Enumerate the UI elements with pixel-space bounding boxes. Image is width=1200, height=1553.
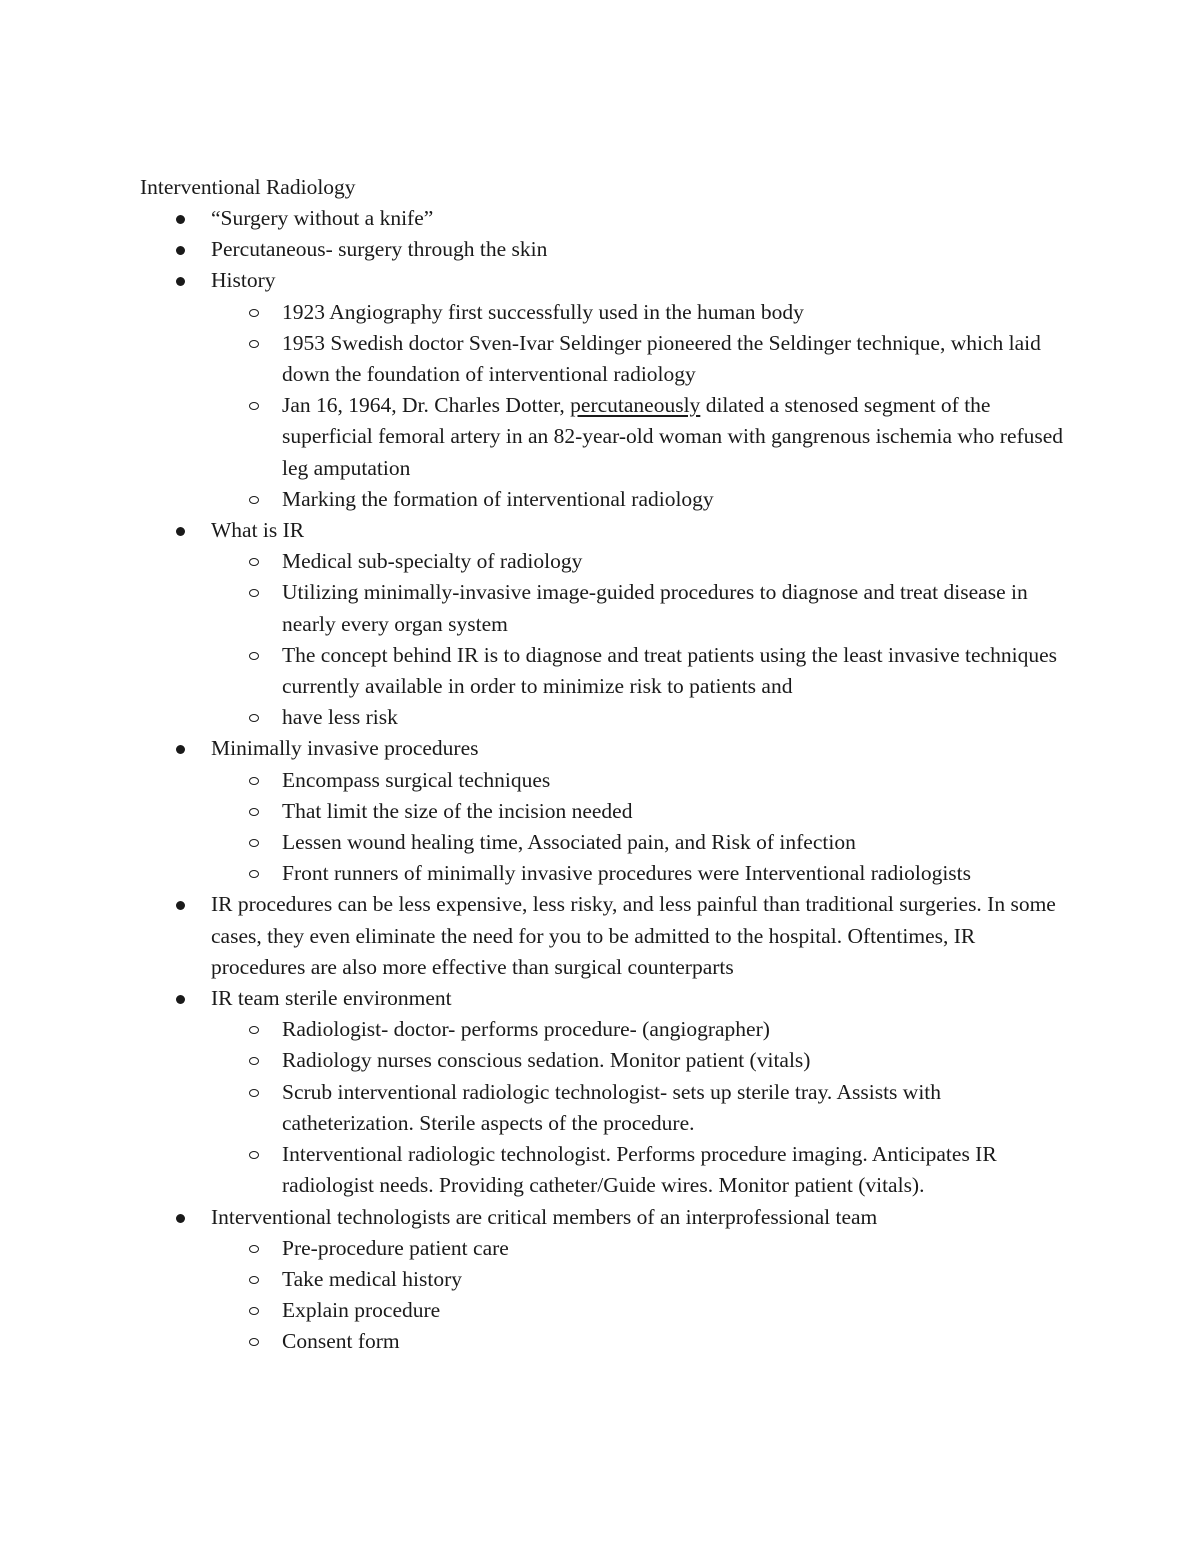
hollow-bullet-icon: [249, 309, 259, 317]
sub-list: [211, 1014, 1071, 1201]
hollow-bullet-icon: [249, 652, 259, 660]
list-item-text: History: [211, 268, 276, 293]
sub-list-item: [282, 640, 1071, 702]
list-item-text: “Surgery without a knife”: [211, 206, 434, 230]
list-item-text: IR team sterile environment: [211, 986, 452, 1011]
sub-list-item: [282, 1233, 1071, 1264]
filled-bullet-icon: [176, 527, 185, 536]
sub-list-item: [282, 1077, 1071, 1139]
sub-list-item: [282, 858, 1071, 889]
sub-list-item: [282, 1264, 1071, 1295]
list-item-text: Percutaneous- surgery through the skin: [211, 237, 548, 262]
sub-list-item-text: Take medical history: [282, 1266, 462, 1291]
spellcheck-underline: percutaneously: [570, 393, 701, 418]
hollow-bullet-icon: [249, 1307, 259, 1315]
sub-list-item-text: 1923 Angiography first successfully used in the human body: [282, 299, 804, 324]
list-item: [211, 265, 1071, 515]
filled-bullet-icon: [176, 901, 185, 910]
sub-list-item: [282, 1326, 1071, 1357]
sub-list-item-text: Explain procedure: [282, 1298, 441, 1323]
sub-list: [211, 546, 1071, 733]
sub-list: [211, 765, 1071, 890]
page-title: Interventional Radiology: [140, 175, 356, 199]
filled-bullet-icon: [176, 215, 185, 224]
sub-list-item-text: The concept behind IR is to diagnose and treat patients using the least invasive techniques currently available in order to minimize risk to patients and: [282, 642, 1057, 699]
sub-list-item: [282, 1014, 1071, 1045]
list-item-text: Minimally invasive procedures: [211, 736, 479, 761]
sub-list-item: [282, 1295, 1071, 1326]
sub-list-item-text: Lessen wound healing time, Associated pain, and Risk of infection: [282, 830, 856, 855]
sub-list-item: [282, 765, 1071, 796]
sub-list-item-text: Radiology nurses conscious sedation. Monitor patient (vitals): [282, 1048, 811, 1073]
list-item-text: What is IR: [211, 518, 305, 543]
sub-list-item-text: Marking the formation of interventional radiology: [282, 486, 714, 511]
list-item-text: IR procedures can be less expensive, less risky, and less painful than traditional surgeries. In some cases, they even eliminate the need for you to be admitted to the hospital. Oftentimes, IR procedures are also more effective than surgical counterparts: [211, 892, 1056, 979]
hollow-bullet-icon: [249, 777, 259, 785]
sub-list-item-text: Consent form: [282, 1329, 400, 1354]
sub-list-item: [282, 577, 1071, 639]
filled-bullet-icon: [176, 246, 185, 255]
sub-list: [211, 1233, 1071, 1358]
hollow-bullet-icon: [249, 589, 259, 597]
list-item-text: Interventional technologists are critical members of an interprofessional team: [211, 1204, 878, 1229]
list-item: [211, 515, 1071, 733]
hollow-bullet-icon: [249, 808, 259, 816]
list-item: [211, 889, 1071, 983]
hollow-bullet-icon: [249, 1151, 259, 1159]
sub-list-item-text: Utilizing minimally-invasive image-guided procedures to diagnose and treat disease in nearly every organ system: [282, 580, 1028, 636]
sub-list-item: [282, 827, 1071, 858]
hollow-bullet-icon: [249, 558, 259, 566]
sub-list-item: [282, 546, 1071, 577]
list-item: [211, 234, 1071, 265]
sub-list-item: [282, 328, 1071, 390]
sub-list: [211, 297, 1071, 515]
sub-list-item-text: Radiologist- doctor- performs procedure- (angiographer): [282, 1017, 770, 1042]
sub-list-item-text: Interventional radiologic technologist. Performs procedure imaging. Anticipates IR radiologist needs. Providing catheter/Guide wires. Monitor patient (vitals).: [282, 1142, 997, 1198]
sub-list-item-text: Encompass surgical techniques: [282, 767, 551, 792]
sub-list-item-text: Pre-procedure patient care: [282, 1235, 509, 1260]
sub-list-item: [282, 484, 1071, 515]
hollow-bullet-icon: [249, 1057, 259, 1065]
filled-bullet-icon: [176, 1214, 185, 1223]
sub-list-item: [282, 796, 1071, 827]
sub-list-item-text: Jan 16, 1964, Dr. Charles Dotter, percutaneously dilated a stenosed segment of the superficial femoral artery in an 82-year-old woman with gangrenous ischemia who refused leg amputation: [282, 393, 1064, 480]
hollow-bullet-icon: [249, 714, 259, 722]
sub-list-item: [282, 297, 1071, 328]
sub-list-item: [282, 1045, 1071, 1076]
sub-list-item: [282, 390, 1071, 484]
sub-list-item-text: Scrub interventional radiologic technologist- sets up sterile tray. Assists with catheterization. Sterile aspects of the procedure.: [282, 1079, 942, 1135]
hollow-bullet-icon: [249, 402, 259, 410]
list-item: [211, 203, 1071, 234]
sub-list-item: [282, 702, 1071, 733]
hollow-bullet-icon: [249, 1089, 259, 1097]
list-item: [211, 1202, 1071, 1358]
list-item: [211, 983, 1071, 1201]
sub-list-item-text: Medical sub-specialty of radiology: [282, 549, 583, 574]
outline-list: [211, 203, 1071, 1358]
hollow-bullet-icon: [249, 1026, 259, 1034]
hollow-bullet-icon: [249, 1276, 259, 1284]
sub-list-item-text: have less risk: [282, 705, 398, 730]
filled-bullet-icon: [176, 745, 185, 754]
hollow-bullet-icon: [249, 1245, 259, 1253]
hollow-bullet-icon: [249, 496, 259, 504]
hollow-bullet-icon: [249, 340, 259, 348]
sub-list-item: [282, 1139, 1071, 1201]
filled-bullet-icon: [176, 995, 185, 1004]
sub-list-item-text: Front runners of minimally invasive procedures were Interventional radiologists: [282, 861, 972, 886]
filled-bullet-icon: [176, 277, 185, 286]
sub-list-item-text: 1953 Swedish doctor Sven-Ivar Seldinger pioneered the Seldinger technique, which laid down the foundation of interventional radiology: [282, 330, 1041, 387]
hollow-bullet-icon: [249, 1338, 259, 1346]
sub-list-item-text: That limit the size of the incision needed: [282, 798, 633, 823]
hollow-bullet-icon: [249, 870, 259, 878]
list-item: [211, 733, 1071, 889]
hollow-bullet-icon: [249, 839, 259, 847]
